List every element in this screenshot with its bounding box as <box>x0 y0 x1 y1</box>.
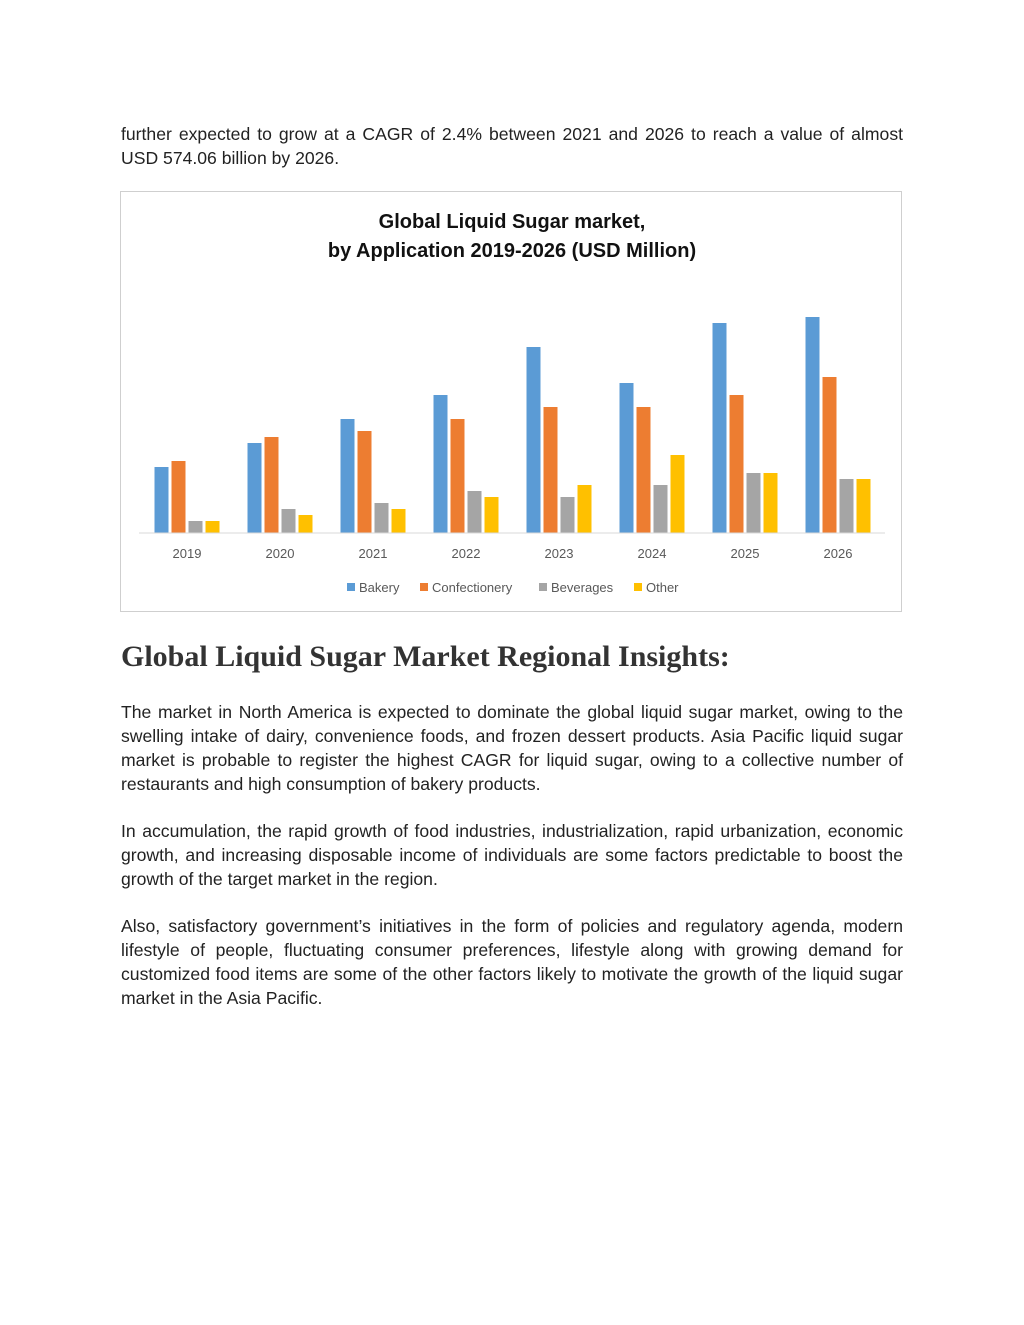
x-tick-label-2021: 2021 <box>358 546 388 561</box>
x-tick-label-2025: 2025 <box>730 546 760 561</box>
bar-beverages-2024 <box>654 485 668 533</box>
legend-label-bakery: Bakery <box>359 580 400 595</box>
chart-svg <box>121 192 903 613</box>
bar-confectionery-2019 <box>172 461 186 533</box>
x-tick-label-2023: 2023 <box>544 546 574 561</box>
bar-other-2023 <box>578 485 592 533</box>
bar-beverages-2022 <box>468 491 482 533</box>
bar-bakery-2023 <box>527 347 541 533</box>
x-tick-label-2020: 2020 <box>265 546 295 561</box>
bar-bakery-2020 <box>248 443 262 533</box>
bar-bakery-2022 <box>434 395 448 533</box>
legend-label-other: Other <box>646 580 679 595</box>
x-tick-label-2024: 2024 <box>637 546 667 561</box>
legend-label-beverages: Beverages <box>551 580 614 595</box>
legend-swatch-confectionery <box>420 583 428 591</box>
bar-confectionery-2025 <box>730 395 744 533</box>
bar-other-2026 <box>857 479 871 533</box>
legend-swatch-bakery <box>347 583 355 591</box>
bar-confectionery-2021 <box>358 431 372 533</box>
x-tick-labels <box>173 546 853 561</box>
bar-beverages-2021 <box>375 503 389 533</box>
bar-beverages-2025 <box>747 473 761 533</box>
paragraph-growth-factors: In accumulation, the rapid growth of food industries, industrialization, rapid urbanization, economic growth, and increasing disposable income of individuals are some factors predictable to boost the growth of the target market in the region. <box>121 821 903 889</box>
legend-swatch-beverages <box>539 583 547 591</box>
bar-other-2021 <box>392 509 406 533</box>
paragraph-north-america: The market in North America is expected to dominate the global liquid sugar market, owing to the swelling intake of dairy, convenience foods, and frozen dessert products. Asia Pacific liquid sugar market is probable to register the highest CAGR for liquid sugar, owing to a collective number of restaurants and high consumption of bakery products. <box>121 702 903 794</box>
bar-beverages-2026 <box>840 479 854 533</box>
x-tick-label-2022: 2022 <box>451 546 481 561</box>
bar-chart <box>120 191 902 612</box>
bar-beverages-2023 <box>561 497 575 533</box>
bar-confectionery-2024 <box>637 407 651 533</box>
bar-other-2024 <box>671 455 685 533</box>
x-tick-label-2019: 2019 <box>172 546 202 561</box>
bar-beverages-2019 <box>189 521 203 533</box>
bar-other-2022 <box>485 497 499 533</box>
chart-legend <box>347 580 679 595</box>
bar-confectionery-2023 <box>544 407 558 533</box>
bar-confectionery-2020 <box>265 437 279 533</box>
legend-label-confectionery: Confectionery <box>432 580 513 595</box>
chart-title-line2: by Application 2019-2026 (USD Million) <box>327 240 697 262</box>
legend-swatch-other <box>634 583 642 591</box>
bar-bakery-2024 <box>620 383 634 533</box>
paragraph-asia-pacific: Also, satisfactory government’s initiatives in the form of policies and regulatory agenda, modern lifestyle of people, fluctuating consumer preferences, lifestyle along with growing demand for customized food items are some of the other factors likely to motivate the growth of the liquid sugar market in the Asia Pacific. <box>121 916 903 1008</box>
bar-bakery-2019 <box>155 467 169 533</box>
bar-other-2020 <box>299 515 313 533</box>
x-tick-label-2026: 2026 <box>823 546 853 561</box>
intro-paragraph: further expected to grow at a CAGR of 2.4% between 2021 and 2026 to reach a value of almost USD 574.06 billion by 2026. <box>121 124 903 168</box>
section-heading: Global Liquid Sugar Market Regional Insights: <box>121 640 730 673</box>
bar-bakery-2021 <box>341 419 355 533</box>
bar-confectionery-2022 <box>451 419 465 533</box>
bar-bakery-2026 <box>806 317 820 533</box>
bar-beverages-2020 <box>282 509 296 533</box>
chart-title-line1: Global Liquid Sugar market, <box>378 211 646 233</box>
bar-other-2025 <box>764 473 778 533</box>
bar-other-2019 <box>206 521 220 533</box>
bar-confectionery-2026 <box>823 377 837 533</box>
bar-bakery-2025 <box>713 323 727 533</box>
chart-bars <box>155 317 871 533</box>
